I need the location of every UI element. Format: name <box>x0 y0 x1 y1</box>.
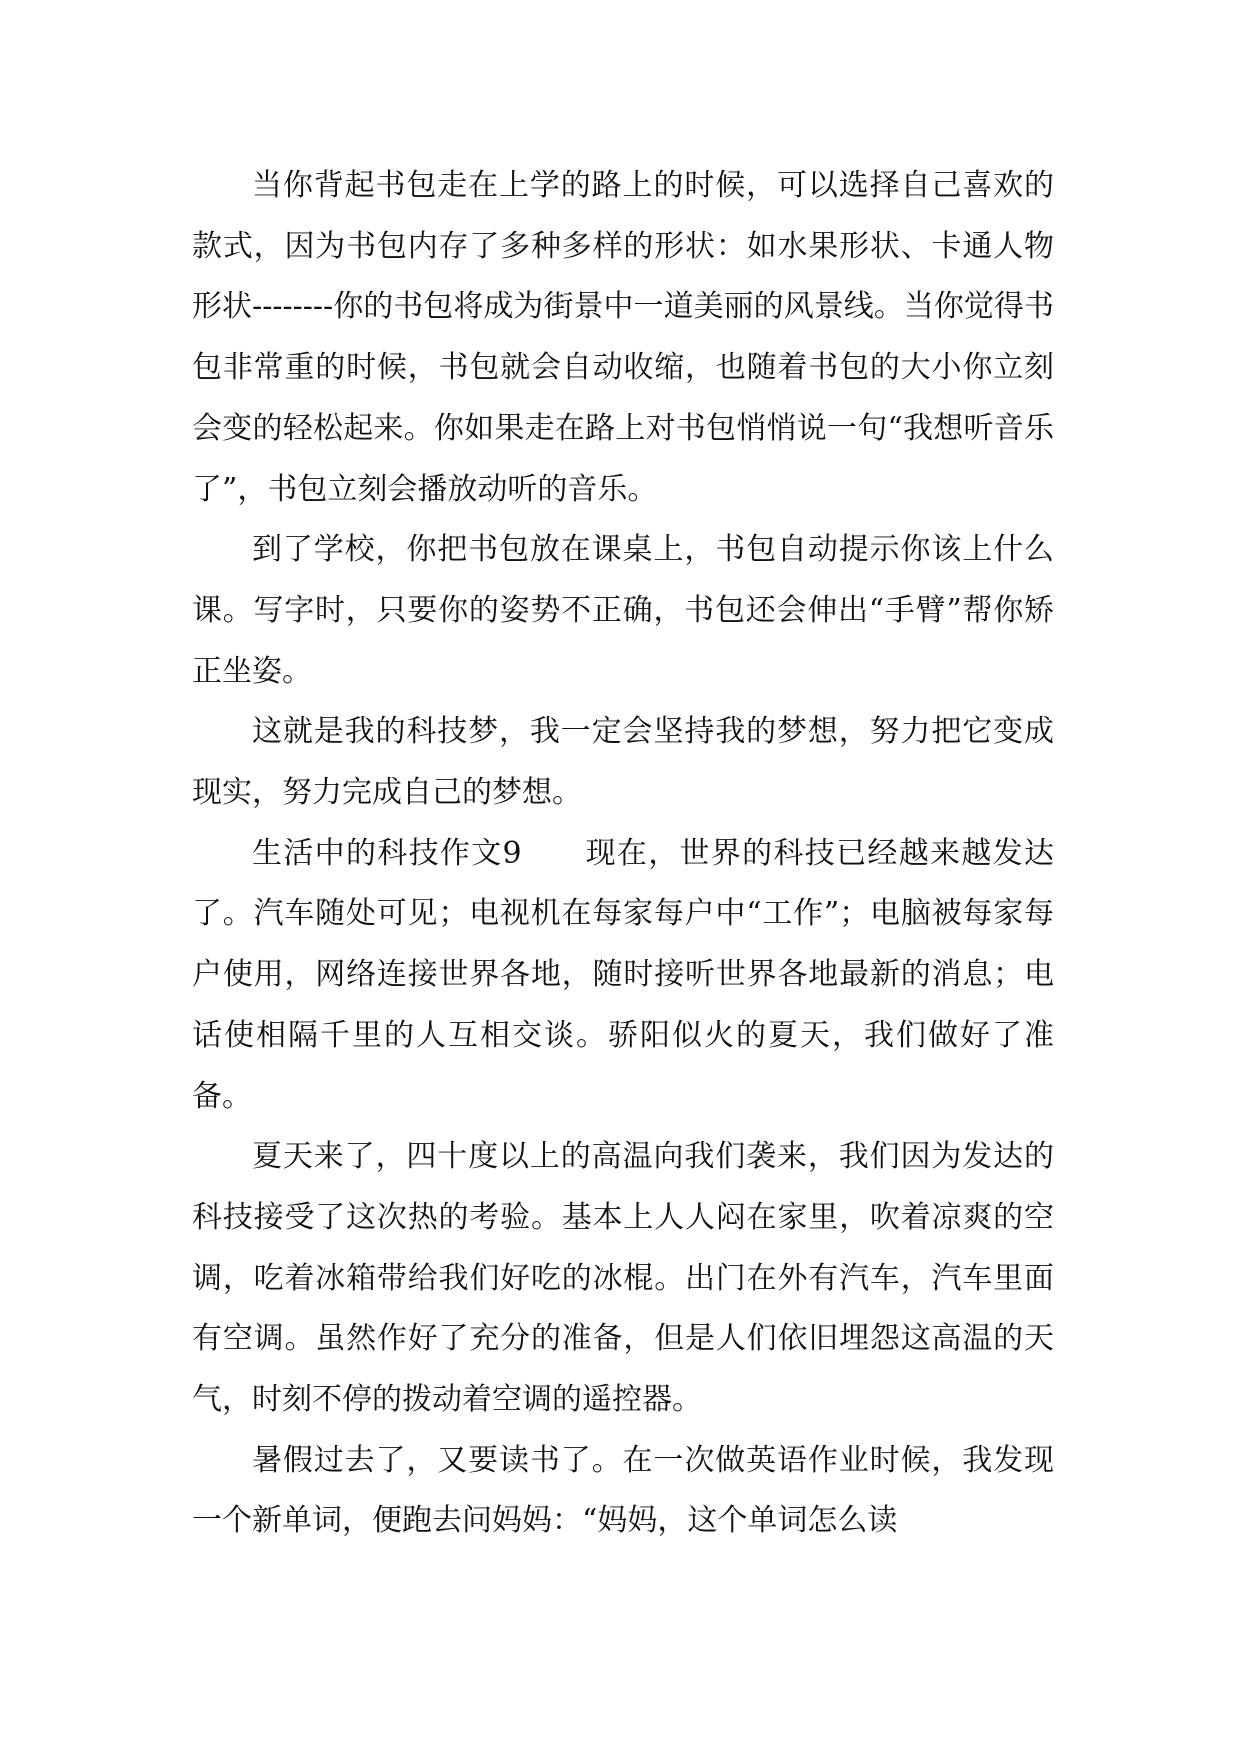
paragraph-summer-vacation-ends: 暑假过去了，又要读书了。在一次做英语作业时候，我发现一个新单词，便跑去问妈妈：“妈妈，这个单词怎么读 <box>192 1442 1054 1539</box>
paragraph-schoolbag-shapes: 当你背起书包走在上学的路上的时候，可以选择自己喜欢的款式，因为书包内存了多种多样的形状：如水果形状、卡通人物形状--------你的书包将成为街景中一道美丽的风景线。当你觉得书包非常重的时候，书包就会自动收缩，也随着书包的大小你立刻会变的轻松起来。你如果走在路上对书包悄悄说一句“我想听音乐了”，书包立刻会播放动听的音乐。 <box>192 168 1054 507</box>
paragraph-essay-9-intro: 生活中的科技作文9 现在，世界的科技已经越来越发达了。汽车随处可见；电视机在每家每户中“工作”；电脑被每家每户使用，网络连接世界各地，随时接听世界各地最新的消息；电话使相隔千里的人互相交谈。骄阳似火的夏天，我们做好了准备。 <box>192 835 1054 1114</box>
document-body <box>192 156 1054 1552</box>
paragraph-tech-dream: 这就是我的科技梦，我一定会坚持我的梦想，努力把它变成现实，努力完成自己的梦想。 <box>192 714 1054 811</box>
paragraph-at-school: 到了学校，你把书包放在课桌上，书包自动提示你该上什么课。写字时，只要你的姿势不正确，书包还会伸出“手臂”帮你矫正坐姿。 <box>192 532 1054 689</box>
paragraph-summer-heat: 夏天来了，四十度以上的高温向我们袭来，我们因为发达的科技接受了这次热的考验。基本上人人闷在家里，吹着凉爽的空调，吃着冰箱带给我们好吃的冰棍。出门在外有汽车，汽车里面有空调。虽然作好了充分的准备，但是人们依旧埋怨这高温的天气，时刻不停的拨动着空调的遥控器。 <box>192 1139 1054 1418</box>
